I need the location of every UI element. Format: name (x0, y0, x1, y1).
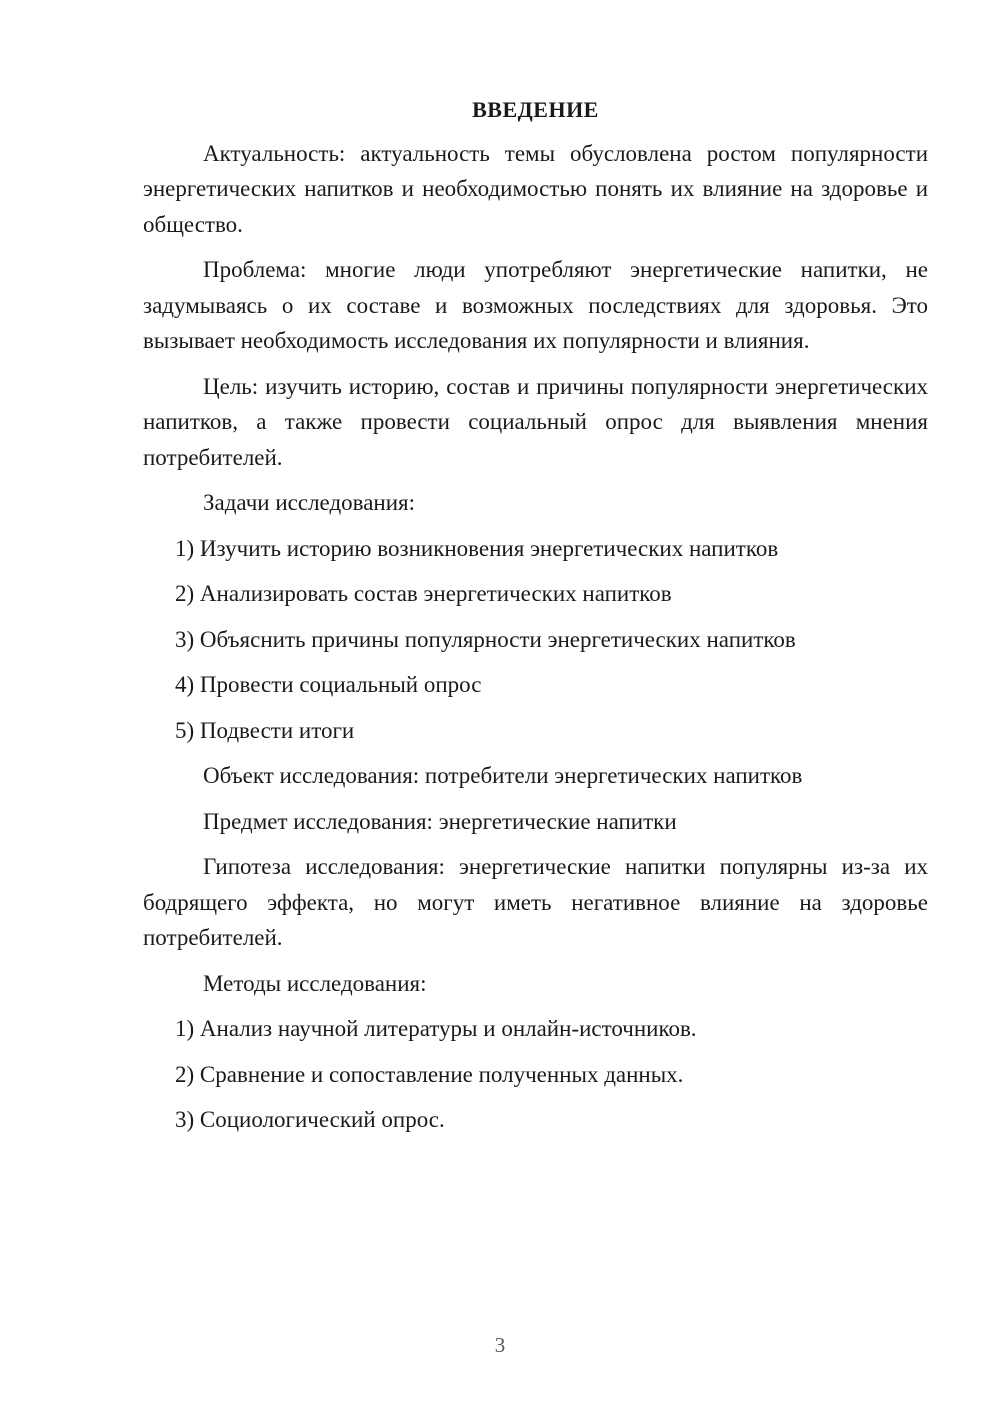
goal-paragraph: Цель: изучить историю, состав и причины популярности энергетических напитков, а также провести социальный опрос для выявления мнения потребителей. (143, 373, 928, 470)
document-page (143, 92, 928, 1148)
section-title: ВВЕДЕНИЕ (472, 97, 599, 122)
method-item: 2) Сравнение и сопоставление полученных данных. (175, 1061, 684, 1087)
relevance-paragraph: Актуальность: актуальность темы обусловлена ростом популярности энергетических напитков и необходимостью понять их влияние на здоровье и общество. (143, 140, 928, 237)
task-item: 2) Анализировать состав энергетических напитков (175, 581, 672, 606)
hypothesis-paragraph: Гипотеза исследования: энергетические напитки популярны из-за их бодрящего эффекта, но могут иметь негативное влияние на здоровье потребителей. (143, 854, 928, 950)
task-item: 4) Провести социальный опрос (175, 672, 482, 697)
method-item: 1) Анализ научной литературы и онлайн-источников. (175, 1016, 697, 1041)
method-item: 3) Социологический опрос. (175, 1107, 445, 1132)
tasks-heading: Задачи исследования: (203, 490, 416, 515)
problem-paragraph: Проблема: многие люди употребляют энергетические напитки, не задумываясь о их составе и возможных последствиях для здоровья. Это вызывает необходимость исследования их популярности и влияния. (143, 257, 928, 353)
task-item: 1) Изучить историю возникновения энергетических напитков (175, 535, 779, 561)
page-number: 3 (494, 1333, 506, 1357)
research-subject: Предмет исследования: энергетические напитки (203, 808, 677, 834)
task-item: 3) Объяснить причины популярности энергетических напитков (175, 626, 796, 652)
methods-heading: Методы исследования: (203, 970, 427, 996)
research-object: Объект исследования: потребители энергетических напитков (203, 763, 803, 788)
task-item: 5) Подвести итоги (175, 717, 355, 743)
